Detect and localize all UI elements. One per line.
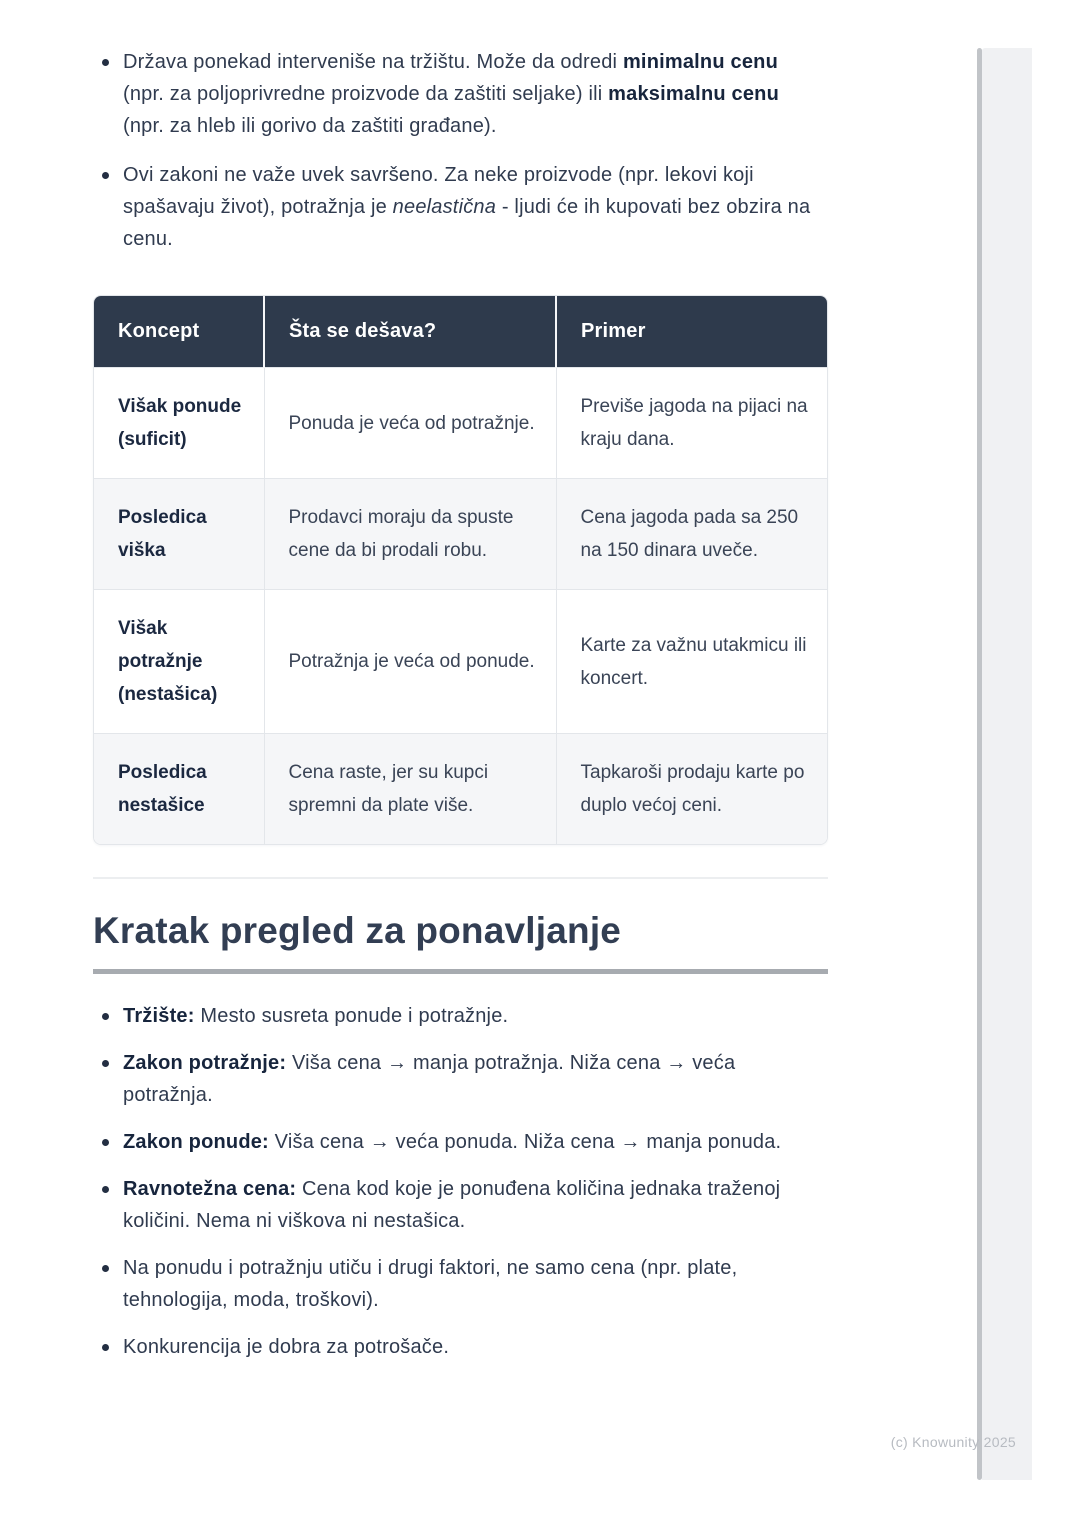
text-segment: Cena kod koje je ponuđena količina jednaka traženoj količini. Nema ni viškova ni nestašica. — [123, 1178, 781, 1232]
table-cell-what: Ponuda je veća od potražnje. — [264, 368, 556, 479]
table-header-cell-primer: Primer — [556, 296, 827, 368]
table-cell-concept: Posledica nestašice — [94, 734, 264, 845]
term-label: Tržište: — [123, 1005, 195, 1027]
text-segment: Konkurencija je dobra za potrošače. — [123, 1336, 450, 1358]
scrollbar-thumb[interactable] — [977, 48, 982, 1480]
bullet-item — [93, 1173, 828, 1237]
term-label: Ravnotežna cena: — [123, 1178, 297, 1200]
intro-bullet-list — [93, 46, 828, 255]
text-segment-italic: neelastična — [392, 196, 497, 218]
scrollbar-track[interactable] — [982, 48, 1032, 1480]
text-segment: Država ponekad interveniše na tržištu. Može da odredi — [123, 51, 623, 73]
bullet-item — [93, 1252, 828, 1316]
bullet-item — [93, 159, 813, 255]
text-segment: Mesto susreta ponude i potražnje. — [194, 1005, 509, 1027]
bullet-item — [93, 1331, 828, 1363]
table-header-cell-sta-se-desava: Šta se dešava? — [264, 296, 556, 368]
document-page — [93, 0, 828, 1378]
text-segment: (npr. za poljoprivredne proizvode da zaštiti seljake) ili — [123, 83, 609, 105]
heading-underline — [93, 969, 828, 974]
table-header-row — [94, 296, 827, 368]
table-cell-concept: Višak ponude (suficit) — [94, 368, 264, 479]
text-segment: Viša cena → veća ponuda. Niža cena → manja ponuda. — [268, 1131, 782, 1153]
term-label: Zakon potražnje: — [123, 1052, 287, 1074]
text-segment-bold: maksimalnu cenu — [608, 83, 780, 105]
text-segment-bold: minimalnu cenu — [622, 51, 778, 73]
section-divider — [93, 877, 828, 879]
table-cell-example: Cena jagoda pada sa 250 na 150 dinara uveče. — [556, 479, 827, 590]
text-segment: Viša cena → manja potražnja. Niža cena → veća potražnja. — [123, 1052, 736, 1106]
table-cell-concept: Posledica viška — [94, 479, 264, 590]
table-cell-what: Potražnja je veća od ponude. — [264, 590, 556, 734]
bullet-item — [93, 1000, 828, 1032]
table-row — [94, 734, 827, 845]
copyright-watermark: (c) Knowunity 2025 — [890, 1434, 1016, 1450]
term-label: Zakon ponude: — [123, 1131, 269, 1153]
table-cell-what: Prodavci moraju da spuste cene da bi prodali robu. — [264, 479, 556, 590]
table-row — [94, 368, 827, 479]
table-cell-example: Karte za važnu utakmicu ili koncert. — [556, 590, 827, 734]
bullet-item — [93, 1126, 828, 1158]
text-segment: Na ponudu i potražnju utiču i drugi faktori, ne samo cena (npr. plate, tehnologija, moda, troškovi). — [123, 1257, 738, 1311]
section-heading: Kratak pregled za ponavljanje — [93, 910, 622, 951]
table-row — [94, 590, 827, 734]
text-segment: - ljudi će ih kupovati bez obzira na cenu. — [123, 196, 811, 250]
table-cell-example: Previše jagoda na pijaci na kraju dana. — [556, 368, 827, 479]
bullet-item — [93, 1047, 828, 1111]
table-cell-example: Tapkaroši prodaju karte po duplo većoj ceni. — [556, 734, 827, 845]
table-header-cell-koncept: Koncept — [94, 296, 264, 368]
bullet-item — [93, 46, 813, 142]
text-segment: (npr. za hleb ili gorivo da zaštiti građane). — [123, 115, 497, 137]
table-cell-concept: Višak potražnje (nestašica) — [94, 590, 264, 734]
text-segment: Ovi zakoni ne važe uvek savršeno. Za neke proizvode (npr. lekovi koji spašavaju život), potražnja je — [123, 164, 754, 218]
concepts-table — [93, 295, 828, 845]
summary-bullet-list — [93, 1000, 828, 1363]
table-cell-what: Cena raste, jer su kupci spremni da plate više. — [264, 734, 556, 845]
table-row — [94, 479, 827, 590]
